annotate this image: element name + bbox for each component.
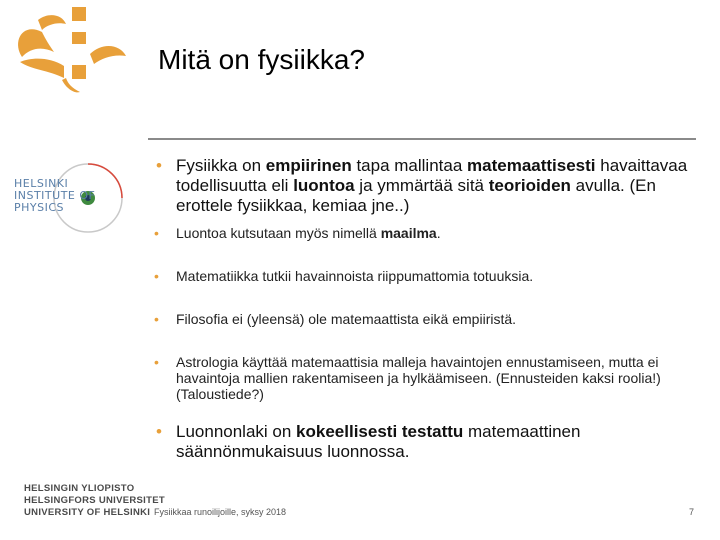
sub-bullet-text <box>176 354 661 402</box>
university-flame-logo <box>2 2 132 97</box>
sub-bullet-text <box>176 311 516 327</box>
university-name-fi: HELSINGIN YLIOPISTO <box>24 483 135 494</box>
emphasized-term: maailma <box>380 225 437 241</box>
bullet-dot-icon: • <box>154 268 159 284</box>
text-segment: Luontoa kutsutaan myös nimellä <box>176 225 381 241</box>
emphasized-term: luontoa <box>293 176 355 195</box>
bullet-dot-icon: • <box>154 225 159 241</box>
footer-course: Fysiikkaa runoilijoille, syksy 2018 <box>154 507 287 517</box>
sub-bullet-text <box>176 268 533 284</box>
university-name <box>24 483 165 519</box>
text-segment: havaittavaa todellisuutta eli <box>176 156 688 195</box>
sub-bullet-text <box>176 225 441 241</box>
emphasized-term: teorioiden <box>488 176 571 195</box>
university-name-sv: HELSINGFORS UNIVERSITET <box>24 495 165 506</box>
page-number: 7 <box>688 507 694 517</box>
hip-logo-line-1: HELSINKI <box>14 177 69 190</box>
text-segment: Fysiikka on <box>176 156 266 175</box>
text-segment: . <box>436 225 441 241</box>
bullet-text <box>176 422 580 461</box>
emphasized-term: kokeellisesti testattu <box>296 422 464 441</box>
text-segment: Astrologia käyttää matemaattisia malleja havaintojen ennustamiseen, mutta ei havaintoja mallien rakentamiseen ja hylkäämiseen. (Ennusteiden kaksi roolia!) (Taloustiede?) <box>176 354 661 402</box>
text-segment: ja ymmärtää sitä <box>354 176 489 195</box>
text-segment: avulla. (En erottele fysiikkaa, kemiaa jne..) <box>176 176 656 215</box>
hip-logo-line-2: INSTITUTE OF <box>14 189 96 202</box>
bullet-dot-icon: • <box>154 354 159 370</box>
university-name-en: UNIVERSITY OF HELSINKI <box>24 507 151 518</box>
sub-bullet-mathematics <box>154 268 702 284</box>
bullet-natural-law <box>154 422 702 462</box>
sub-bullet-world <box>154 225 702 241</box>
text-segment: Luonnonlaki on <box>176 422 297 441</box>
text-segment: Matematiikka tutkii havainnoista riippumattomia totuuksia. <box>176 268 534 284</box>
bullet-physics-definition <box>154 156 702 216</box>
sub-bullet-philosophy <box>154 311 702 327</box>
bullet-dot-icon: • <box>156 156 162 175</box>
bullet-dot-icon: • <box>154 311 159 327</box>
page-title: Mitä on fysiikka? <box>158 44 365 75</box>
text-segment: tapa mallintaa <box>351 156 468 175</box>
text-segment: matemaattinen säännönmukaisuus luonnossa. <box>176 422 581 461</box>
hip-logo-line-3: PHYSICS <box>14 201 65 214</box>
text-segment: Filosofia ei (yleensä) ole matemaattista eikä empiiristä. <box>176 311 517 327</box>
title-divider <box>148 138 696 140</box>
emphasized-term: matemaattisesti <box>467 156 596 175</box>
emphasized-term: empiirinen <box>265 156 352 175</box>
sub-bullet-astrology <box>154 354 702 402</box>
bullet-dot-icon: • <box>156 422 162 441</box>
bullet-text <box>176 156 687 215</box>
slide-content <box>154 156 702 462</box>
